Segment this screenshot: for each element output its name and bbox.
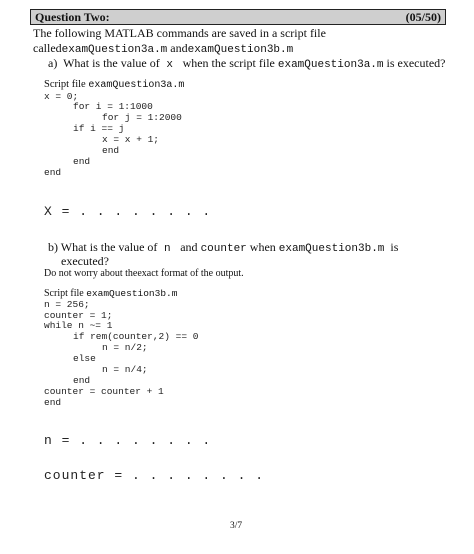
part-b-answer-n: n = . . . . . . . . xyxy=(44,433,212,448)
code-line: end xyxy=(73,156,91,167)
question-header xyxy=(30,9,446,25)
intro-line-2 xyxy=(33,41,293,56)
code-line: end xyxy=(44,167,62,178)
intro-file-a: examQuestion3a.m xyxy=(61,44,168,56)
part-a-q-pre: a) What is the value of xyxy=(48,56,160,70)
code-line: end xyxy=(44,397,62,408)
part-b-var-n: n xyxy=(157,243,178,255)
part-a-script-label-text: Script file xyxy=(44,79,89,90)
part-b-q-pre: b) What is the value of xyxy=(48,240,158,254)
code-line: n = 256; xyxy=(44,299,90,310)
intro-file-b: examQuestion3b.m xyxy=(187,44,294,56)
part-b-script-label xyxy=(44,288,177,299)
part-a-answer: X = . . . . . . . . xyxy=(44,204,212,219)
part-b-answer-counter: counter = . . . . . . . . xyxy=(44,468,265,483)
intro-called: called xyxy=(33,41,62,55)
part-a-q-post: is executed? xyxy=(383,56,446,70)
code-line: counter = 1; xyxy=(44,310,113,321)
part-b-var-counter: counter xyxy=(200,243,247,255)
code-line: n = n/2; xyxy=(102,342,148,353)
part-a-var: x xyxy=(159,59,180,71)
part-b-script-file: examQuestion3b.m xyxy=(86,288,178,299)
part-a-question xyxy=(48,56,445,71)
code-line: x = 0; xyxy=(44,91,79,102)
code-line: else xyxy=(73,353,96,364)
part-a-q-mid: when the script file xyxy=(179,56,278,70)
part-b-note: Do not worry about theexact format of the output. xyxy=(44,268,244,279)
part-a-script-file: examQuestion3a.m xyxy=(88,80,185,91)
part-b-script-label-text: Script file xyxy=(44,288,87,299)
code-line: counter = counter + 1 xyxy=(44,386,164,397)
part-b-question-line2: executed? xyxy=(61,254,109,268)
code-line: if rem(counter,2) == 0 xyxy=(73,331,199,342)
part-b-q-when: when xyxy=(246,240,279,254)
page-number: 3/7 xyxy=(230,521,243,531)
code-line: n = n/4; xyxy=(102,364,148,375)
part-b-q-and: and xyxy=(177,240,201,254)
part-b-question xyxy=(48,240,398,255)
code-line: while n ~= 1 xyxy=(44,320,113,331)
code-line: x = x + 1; xyxy=(102,134,160,145)
code-line: for j = 1:2000 xyxy=(102,112,182,123)
part-b-file: examQuestion3b.m xyxy=(278,243,385,255)
code-line: end xyxy=(73,375,91,386)
part-a-script-label xyxy=(44,79,184,91)
code-line: if i == j xyxy=(73,123,125,134)
part-b-q-is: is xyxy=(384,240,399,254)
part-a-file: examQuestion3a.m xyxy=(277,59,384,71)
question-title: Question Two: xyxy=(35,10,110,24)
code-line: for i = 1:1000 xyxy=(73,101,153,112)
code-line: end xyxy=(102,145,120,156)
question-marks: (05/50) xyxy=(405,10,441,24)
intro-and: and xyxy=(167,41,188,55)
intro-line-1: The following MATLAB commands are saved in a script file xyxy=(33,26,326,40)
